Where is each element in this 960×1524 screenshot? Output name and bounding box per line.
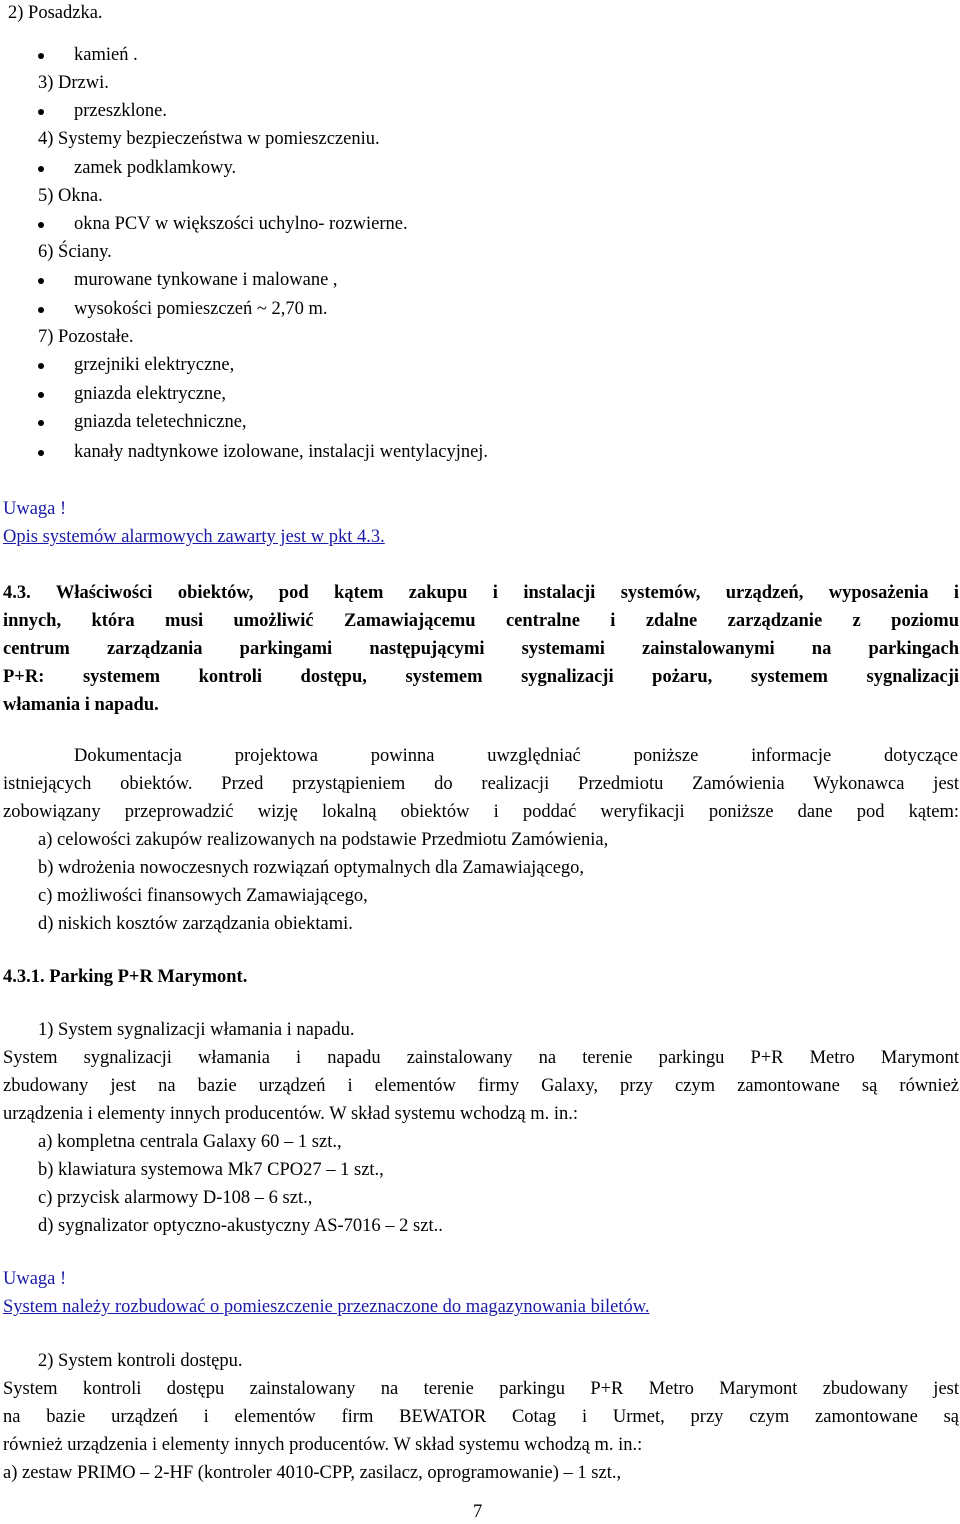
note-text: System należy rozbudować o pomieszczenie przeznaczone do magazynowania biletów.: [3, 1297, 650, 1317]
bullet-icon: [38, 166, 44, 172]
system2-line: również urządzenia i elementy innych producentów. W skład systemu wchodzą m. in.:: [3, 1435, 643, 1455]
system2-heading: 2) System kontroli dostępu.: [38, 1351, 243, 1371]
bullet-icon: [38, 278, 44, 284]
bullet-icon: [38, 420, 44, 426]
section-43-line: 4.3. Właściwości obiektów, pod kątem zakupu i instalacji systemów, urządzeń, wyposażenia i: [3, 583, 959, 603]
list-item: murowane tynkowane i malowane ,: [0, 269, 960, 291]
bullet-icon: [38, 363, 44, 369]
section-43-line: centrum zarządzania parkingami następującymi systemami zainstalowanymi na parkingach: [3, 639, 959, 659]
doc-para-item: c) możliwości finansowych Zamawiającego,: [38, 886, 368, 906]
doc-para-line: istniejących obiektów. Przed przystąpieniem do realizacji Przedmiotu Zamówienia Wykonawca jest: [3, 774, 959, 794]
bullet-icon: [38, 109, 44, 115]
doc-para-item: d) niskich kosztów zarządzania obiektami.: [38, 914, 353, 934]
system1-item: c) przycisk alarmowy D-108 – 6 szt.,: [38, 1188, 313, 1208]
list-heading: 5) Okna.: [38, 186, 103, 206]
list-item: kanały nadtynkowe izolowane, instalacji wentylacyjnej.: [0, 441, 960, 463]
page-number: 7: [473, 1502, 483, 1522]
list-item: zamek podklamkowy.: [0, 157, 960, 179]
list-item: wysokości pomieszczeń ~ 2,70 m.: [0, 298, 960, 320]
list-item: gniazda elektryczne,: [0, 383, 960, 405]
system1-line: zbudowany jest na bazie urządzeń i elementów firmy Galaxy, przy czym zamontowane są również: [3, 1076, 959, 1096]
system1-line: System sygnalizacji włamania i napadu zainstalowany na terenie parkingu P+R Metro Marymont: [3, 1048, 959, 1068]
note-text: Opis systemów alarmowych zawarty jest w pkt 4.3.: [3, 527, 385, 547]
system2-item: a) zestaw PRIMO – 2-HF (kontroler 4010-CPP, zasilacz, oprogramowanie) – 1 szt.,: [3, 1463, 622, 1483]
list-item: gniazda teletechniczne,: [0, 411, 960, 433]
note-title: Uwaga !: [3, 1269, 67, 1289]
list-item: okna PCV w większości uchylno- rozwierne.: [0, 213, 960, 235]
doc-para-line: zobowiązany przeprowadzić wizję lokalną obiektów i poddać weryfikacji poniższe dane pod kątem:: [3, 802, 959, 822]
list-item: grzejniki elektryczne,: [0, 354, 960, 376]
bullet-icon: [38, 450, 44, 456]
list-heading: 2) Posadzka.: [8, 3, 103, 23]
doc-para-item: b) wdrożenia nowoczesnych rozwiązań optymalnych dla Zamawiającego,: [38, 858, 585, 878]
system1-item: a) kompletna centrala Galaxy 60 – 1 szt.,: [38, 1132, 342, 1152]
list-heading: 6) Ściany.: [38, 242, 112, 262]
section-43-line: P+R: systemem kontroli dostępu, systemem sygnalizacji pożaru, systemem sygnalizacji: [3, 667, 959, 687]
parking-heading: 4.3.1. Parking P+R Marymont.: [3, 967, 248, 987]
system2-line: na bazie urządzeń i elementów firm BEWATOR Cotag i Urmet, przy czym zamontowane są: [3, 1407, 959, 1427]
note-title: Uwaga !: [3, 499, 67, 519]
system1-line: urządzenia i elementy innych producentów. W skład systemu wchodzą m. in.:: [3, 1104, 579, 1124]
doc-para-item: a) celowości zakupów realizowanych na podstawie Przedmiotu Zamówienia,: [38, 830, 609, 850]
list-item: przeszklone.: [0, 100, 960, 122]
bullet-icon: [38, 53, 44, 59]
doc-para-line: Dokumentacja projektowa powinna uwzględniać poniższe informacje dotyczące: [74, 746, 958, 766]
system1-heading: 1) System sygnalizacji włamania i napadu.: [38, 1020, 355, 1040]
bullet-icon: [38, 222, 44, 228]
system1-item: d) sygnalizator optyczno-akustyczny AS-7016 – 2 szt..: [38, 1216, 443, 1236]
list-item: kamień .: [0, 44, 960, 66]
section-43-line: włamania i napadu.: [3, 695, 159, 715]
bullet-icon: [38, 307, 44, 313]
section-43-line: innych, która musi umożliwić Zamawiającemu centralne i zdalne zarządzanie z poziomu: [3, 611, 959, 631]
list-heading: 4) Systemy bezpieczeństwa w pomieszczeniu.: [38, 129, 380, 149]
list-heading: 7) Pozostałe.: [38, 327, 134, 347]
list-heading: 3) Drzwi.: [38, 73, 109, 93]
system1-item: b) klawiatura systemowa Mk7 CPO27 – 1 szt.,: [38, 1160, 384, 1180]
system2-line: System kontroli dostępu zainstalowany na terenie parkingu P+R Metro Marymont zbudowany jest: [3, 1379, 959, 1399]
bullet-icon: [38, 392, 44, 398]
